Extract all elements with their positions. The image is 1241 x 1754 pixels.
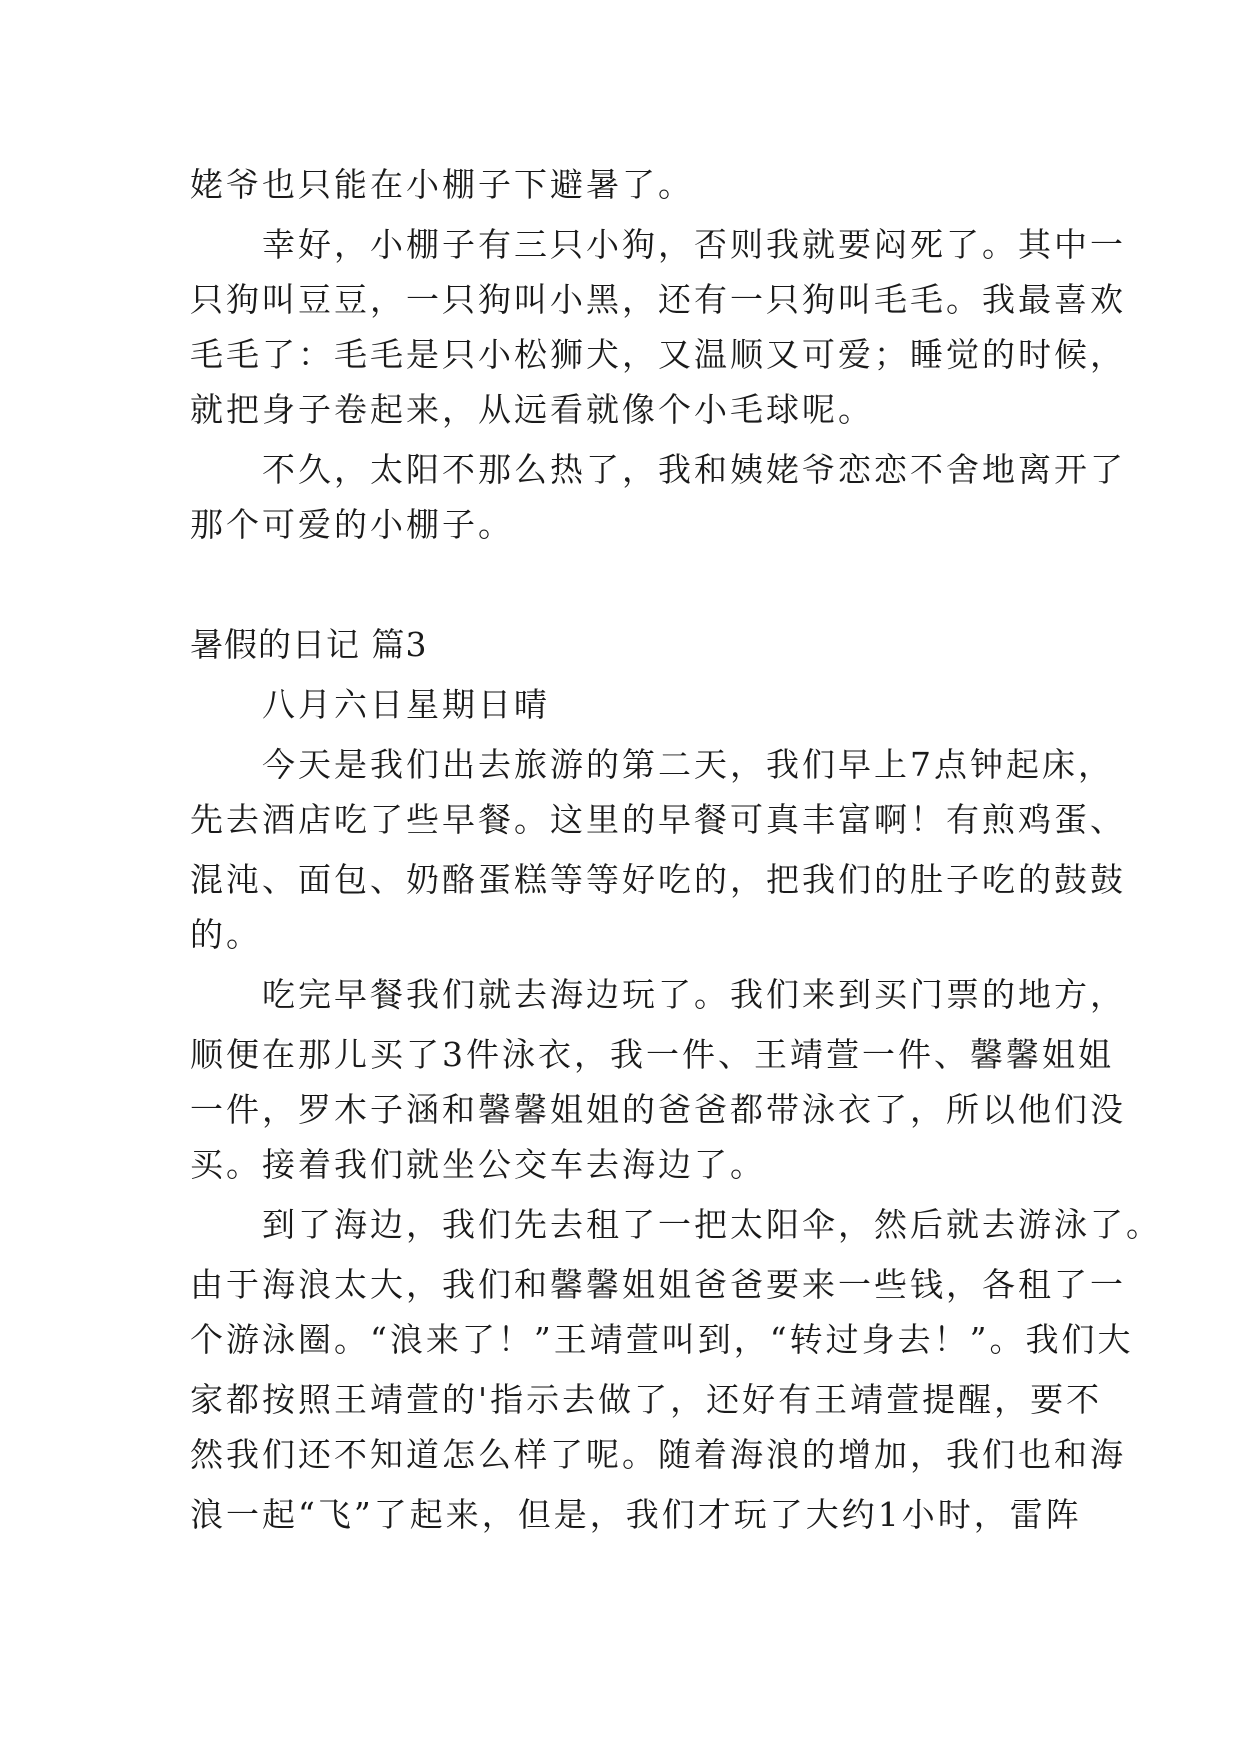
text-line: 家都按照王靖萱的'指示去做了，还好有王靖萱提醒，要不	[190, 1380, 1103, 1419]
text-line: 毛毛了：毛毛是只小松狮犬，又温顺又可爱；睡觉的时候，	[190, 335, 1126, 374]
text-line: 个游泳圈。“浪来了！”王靖萱叫到，“转过身去！”。我们大	[190, 1320, 1134, 1359]
text-line: 吃完早餐我们就去海边玩了。我们来到买门票的地方，	[190, 975, 1126, 1014]
text-line: 到了海边，我们先去租了一把太阳伞，然后就去游泳了。	[190, 1205, 1162, 1244]
text-line: 一件，罗木子涵和馨馨姐姐的爸爸都带泳衣了，所以他们没	[190, 1090, 1126, 1129]
text-line: 混沌、面包、奶酪蛋糕等等好吃的，把我们的肚子吃的鼓鼓	[190, 860, 1126, 899]
text-line: 就把身子卷起来，从远看就像个小毛球呢。	[190, 390, 874, 429]
text-line: 幸好，小棚子有三只小狗，否则我就要闷死了。其中一	[190, 225, 1126, 264]
date-line: 八月六日星期日晴	[190, 685, 550, 724]
text-line: 然我们还不知道怎么样了呢。随着海浪的增加，我们也和海	[190, 1435, 1126, 1474]
text-line: 只狗叫豆豆，一只狗叫小黑，还有一只狗叫毛毛。我最喜欢	[190, 280, 1126, 319]
section-heading: 暑假的日记 篇3	[190, 625, 428, 664]
text-line: 由于海浪太大，我们和馨馨姐姐爸爸要来一些钱，各租了一	[190, 1265, 1126, 1304]
text-line: 那个可爱的小棚子。	[190, 505, 514, 544]
text-line: 先去酒店吃了些早餐。这里的早餐可真丰富啊！有煎鸡蛋、	[190, 800, 1126, 839]
text-line: 顺便在那儿买了3件泳衣，我一件、王靖萱一件、馨馨姐姐	[190, 1035, 1114, 1074]
text-line: 的。	[190, 915, 262, 954]
text-line: 不久，太阳不那么热了，我和姨姥爷恋恋不舍地离开了	[190, 450, 1126, 489]
text-line: 买。接着我们就坐公交车去海边了。	[190, 1145, 766, 1184]
text-line: 今天是我们出去旅游的第二天，我们早上7点钟起床，	[190, 745, 1114, 784]
text-line: 姥爷也只能在小棚子下避暑了。	[190, 165, 694, 204]
text-line: 浪一起“飞”了起来，但是，我们才玩了大约1小时，雷阵	[190, 1495, 1082, 1534]
